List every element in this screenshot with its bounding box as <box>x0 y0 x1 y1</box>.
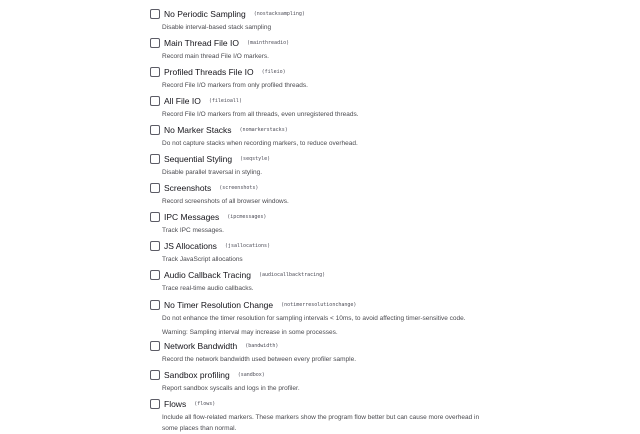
feature-description: Record screenshots of all browser windows. <box>162 198 289 205</box>
feature-description: Record File I/O markers from all threads, even unregistered threads. <box>162 111 359 118</box>
feature-title[interactable]: Sandbox profiling <box>164 370 230 380</box>
feature-fileio <box>150 64 620 91</box>
feature-description: Trace real-time audio callbacks. <box>162 285 254 292</box>
feature-mainthreadio <box>150 35 620 62</box>
feature-title[interactable]: Profiled Threads File IO <box>164 67 254 77</box>
feature-code: (mainthreadio) <box>246 40 290 46</box>
feature-description: Disable parallel traversal in styling. <box>162 169 263 176</box>
feature-checkbox[interactable] <box>150 212 160 222</box>
feature-description: Report sandbox syscalls and logs in the profiler. <box>162 385 300 392</box>
feature-nostacksampling <box>150 6 620 33</box>
feature-title[interactable]: All File IO <box>164 96 201 106</box>
feature-checkbox[interactable] <box>150 399 160 409</box>
feature-title[interactable]: JS Allocations <box>164 241 217 251</box>
feature-checkbox[interactable] <box>150 67 160 77</box>
feature-jsallocations <box>150 238 620 265</box>
feature-checkbox[interactable] <box>150 96 160 106</box>
feature-code: (jsallocations) <box>224 243 271 249</box>
feature-code: (sandbox) <box>237 372 265 378</box>
feature-description: Do not enhance the timer resolution for sampling intervals < 10ms, to avoid affecting timer-sensitive code. <box>162 315 466 322</box>
feature-code: (bandwidth) <box>245 343 279 349</box>
feature-checkbox[interactable] <box>150 241 160 251</box>
feature-code: (screenshots) <box>219 185 259 191</box>
feature-title[interactable]: No Periodic Sampling <box>164 9 246 19</box>
feature-seqstyle <box>150 151 620 178</box>
feature-description: Disable interval-based stack sampling <box>162 24 272 31</box>
feature-code: (nostacksampling) <box>253 11 305 17</box>
feature-nomarkerstacks <box>150 122 620 149</box>
feature-fileioall <box>150 93 620 120</box>
feature-checkbox[interactable] <box>150 183 160 193</box>
feature-checkbox[interactable] <box>150 270 160 280</box>
feature-checkbox[interactable] <box>150 370 160 380</box>
feature-title[interactable]: No Marker Stacks <box>164 125 232 135</box>
feature-sandbox <box>150 367 620 394</box>
feature-flows <box>150 396 620 434</box>
feature-code: (audiocallbacktracing) <box>258 272 326 278</box>
feature-code: (ipcmessages) <box>227 214 267 220</box>
feature-screenshots <box>150 180 620 207</box>
feature-title[interactable]: No Timer Resolution Change <box>164 300 274 310</box>
feature-notimerresolutionchange <box>150 297 620 338</box>
feature-checkbox[interactable] <box>150 154 160 164</box>
feature-audiocallbacktracing <box>150 267 620 294</box>
feature-code: (nomarkerstacks) <box>239 127 288 133</box>
feature-code: (notimerresolutionchange) <box>281 302 357 308</box>
feature-title[interactable]: Flows <box>164 399 187 409</box>
feature-code: (seqstyle) <box>240 156 271 162</box>
feature-title[interactable]: Audio Callback Tracing <box>164 270 251 280</box>
feature-code: (flows) <box>194 401 216 407</box>
feature-description: Track IPC messages. <box>162 227 224 234</box>
feature-title[interactable]: Screenshots <box>164 183 212 193</box>
feature-code: (fileioall) <box>208 98 242 104</box>
feature-title[interactable]: IPC Messages <box>164 212 220 222</box>
feature-warning: Warning: Sampling interval may increase in some processes. <box>162 329 338 336</box>
feature-checkbox[interactable] <box>150 125 160 135</box>
feature-description-continued: some places than normal. <box>162 425 237 432</box>
feature-description: Record File I/O markers from only profiled threads. <box>162 82 308 89</box>
feature-description: Include all flow-related markers. These markers show the program flow better but can cause more overhead in <box>162 414 480 421</box>
feature-description: Do not capture stacks when recording markers, to reduce overhead. <box>162 140 358 147</box>
feature-checkbox[interactable] <box>150 300 160 310</box>
feature-description: Track JavaScript allocations <box>162 256 243 263</box>
feature-title[interactable]: Sequential Styling <box>164 154 233 164</box>
feature-code: (fileio) <box>261 69 286 75</box>
feature-description: Record main thread File I/O markers. <box>162 53 269 60</box>
feature-title[interactable]: Network Bandwidth <box>164 341 238 351</box>
feature-bandwidth <box>150 338 620 365</box>
feature-checkbox[interactable] <box>150 38 160 48</box>
feature-checkbox[interactable] <box>150 341 160 351</box>
feature-ipcmessages <box>150 209 620 236</box>
feature-description: Record the network bandwidth used between every profiler sample. <box>162 356 357 363</box>
feature-checkbox[interactable] <box>150 9 160 19</box>
feature-title[interactable]: Main Thread File IO <box>164 38 239 48</box>
